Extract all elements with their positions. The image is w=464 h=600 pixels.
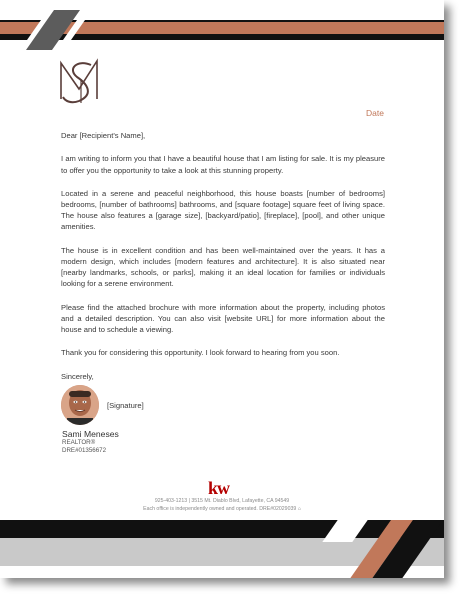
letter-body (61, 130, 385, 394)
footer-disclaimer-text: Each office is independently owned and operated. DRE#02029039 (143, 506, 297, 512)
monogram-logo (57, 55, 105, 107)
paragraph: Please find the attached brochure with more information about the property, including photos and a detailed description. You can also visit [website URL] for more information about the house and to schedule a viewing. (61, 302, 385, 334)
agent-dre: DRE#01356672 (62, 447, 107, 454)
agent-name: Sami Meneses (62, 429, 119, 439)
kw-logo: kw (208, 478, 230, 498)
salutation: Dear [Recipient's Name], (61, 131, 146, 140)
paragraph: Located in a serene and peaceful neighborhood, this house boasts [number of bedrooms] bedrooms, [number of bathrooms] bathrooms, and [square footage] square feet of living space. The house also features a [garage size], [backyard/patio], [fireplace], [pool], and other unique amenities. (61, 189, 385, 232)
paragraph: The house is in excellent condition and has been well-maintained over the years. It has a modern design, which includes [modern features and architecture]. It is also situated near [nearby landmarks, schools, or parks], making it an ideal location for families or individuals looking for a serene environment. (61, 245, 385, 289)
signature-placeholder: [Signature] (107, 401, 144, 410)
agent-avatar (61, 385, 99, 425)
paragraph: I am writing to inform you that I have a beautiful house that I am listing for sale. It is my pleasure to offer you the opportunity to take a look at this stunning property. (61, 154, 385, 175)
agent-title: REALTOR® (62, 439, 96, 446)
bottom-black-band (0, 520, 444, 538)
paragraph: Thank you for considering this opportunity. I look forward to hearing from you soon. (61, 348, 340, 358)
footer-disclaimer (0, 506, 444, 512)
date-field: Date (366, 108, 384, 118)
closing: Sincerely, (61, 371, 94, 381)
equal-housing-icon: ⌂ (297, 506, 301, 512)
footer-contact: 925-403-1213 | 3515 Mt. Diablo Blvd, Lafayette, CA 94549 (154, 498, 290, 504)
